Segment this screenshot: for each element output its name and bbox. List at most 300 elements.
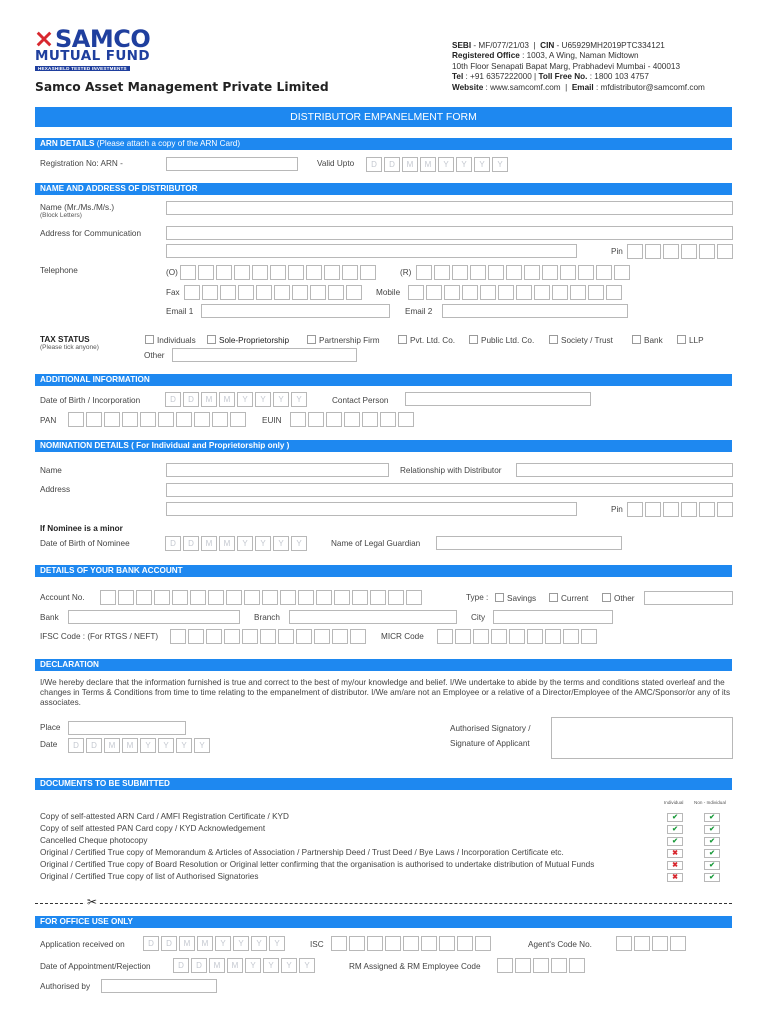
char-cell[interactable] — [158, 412, 174, 427]
char-cell[interactable] — [290, 412, 306, 427]
char-cell[interactable] — [670, 936, 686, 951]
char-cell[interactable] — [717, 502, 733, 517]
cut-line — [35, 903, 732, 904]
date-cell[interactable]: Y — [299, 958, 315, 973]
date-cell[interactable]: D — [165, 392, 181, 407]
date-cell[interactable]: M — [402, 157, 418, 172]
place-field[interactable] — [68, 721, 186, 735]
char-cell[interactable] — [360, 265, 376, 280]
char-cell[interactable] — [506, 265, 522, 280]
date-cell[interactable]: Y — [158, 738, 174, 753]
char-cell[interactable] — [439, 936, 455, 951]
char-cell[interactable] — [652, 936, 668, 951]
distributor-name-label: Name (Mr./Ms./M/s.) — [40, 203, 115, 212]
email2-field[interactable] — [442, 304, 628, 318]
char-cell[interactable] — [140, 412, 156, 427]
char-cell[interactable] — [475, 936, 491, 951]
char-cell[interactable] — [242, 629, 258, 644]
isc-cells[interactable] — [331, 936, 491, 951]
block-letters-note: (Block Letters) — [40, 212, 82, 219]
micr-cells[interactable] — [437, 629, 597, 644]
char-cell[interactable] — [416, 265, 432, 280]
pin-label: Pin — [611, 247, 623, 256]
char-cell[interactable] — [306, 265, 322, 280]
char-cell[interactable] — [310, 285, 326, 300]
char-cell[interactable] — [180, 265, 196, 280]
char-cell[interactable] — [206, 629, 222, 644]
char-cell[interactable] — [230, 412, 246, 427]
char-cell[interactable] — [100, 590, 116, 605]
authorised-by-field[interactable] — [101, 979, 217, 993]
application-received-cells[interactable] — [143, 936, 285, 951]
date-cell[interactable]: D — [384, 157, 400, 172]
nominee-dob-cells[interactable] — [165, 536, 307, 551]
char-cell[interactable] — [408, 285, 424, 300]
date-cell[interactable]: Y — [140, 738, 156, 753]
char-cell[interactable] — [136, 590, 152, 605]
char-cell[interactable] — [645, 244, 661, 259]
date-cell[interactable]: M — [197, 936, 213, 951]
char-cell[interactable] — [344, 412, 360, 427]
char-cell[interactable] — [202, 285, 218, 300]
char-cell[interactable] — [699, 502, 715, 517]
char-cell[interactable] — [699, 244, 715, 259]
char-cell[interactable] — [398, 412, 414, 427]
date-cell[interactable]: D — [366, 157, 382, 172]
valid-upto-date-cells[interactable] — [366, 157, 508, 172]
tax-option-partnership-firm[interactable] — [307, 335, 380, 345]
char-cell[interactable] — [497, 958, 513, 973]
checkbox[interactable] — [677, 335, 686, 344]
fax-label: Fax — [166, 288, 180, 297]
char-cell[interactable] — [596, 265, 612, 280]
char-cell[interactable] — [421, 936, 437, 951]
char-cell[interactable] — [270, 265, 286, 280]
website-label: Website — [452, 82, 484, 92]
date-cell[interactable]: M — [201, 392, 217, 407]
char-cell[interactable] — [457, 936, 473, 951]
char-cell[interactable] — [534, 285, 550, 300]
nominee-name-label: Name — [40, 466, 62, 475]
account-type-current[interactable] — [549, 593, 588, 603]
char-cell[interactable] — [385, 936, 401, 951]
date-cell[interactable]: Y — [273, 392, 289, 407]
document-text: Original / Certified True copy of list of Authorised Signatories — [40, 872, 259, 881]
mobile-cells[interactable] — [408, 285, 622, 300]
rm-assigned-cells[interactable] — [497, 958, 585, 973]
relationship-field[interactable] — [516, 463, 733, 477]
tax-option-individuals[interactable] — [145, 335, 196, 345]
checkbox[interactable] — [549, 593, 558, 602]
char-cell[interactable] — [581, 629, 597, 644]
char-cell[interactable] — [634, 936, 650, 951]
tax-option-label: Sole-Proprietorship — [219, 336, 290, 345]
char-cell[interactable] — [260, 629, 276, 644]
telephone-office-tag: (O) — [166, 268, 178, 277]
char-cell[interactable] — [349, 936, 365, 951]
distributor-name-field[interactable] — [166, 201, 733, 215]
tax-option-sole-proprietorship[interactable] — [207, 335, 289, 345]
char-cell[interactable] — [86, 412, 102, 427]
char-cell[interactable] — [437, 629, 453, 644]
char-cell[interactable] — [509, 629, 525, 644]
date-cell[interactable]: D — [161, 936, 177, 951]
declaration-date-cells[interactable] — [68, 738, 210, 753]
checkbox[interactable] — [398, 335, 407, 344]
tax-option-pvt-ltd[interactable] — [398, 335, 455, 345]
tel-label: Tel — [452, 72, 464, 82]
pin-cells[interactable] — [627, 244, 733, 259]
section-arn-details — [35, 138, 732, 150]
char-cell[interactable] — [226, 590, 242, 605]
char-cell[interactable] — [298, 590, 314, 605]
char-cell[interactable] — [234, 265, 250, 280]
char-cell[interactable] — [334, 590, 350, 605]
account-type-other[interactable] — [602, 593, 634, 603]
tax-other-field[interactable] — [172, 348, 357, 362]
char-cell[interactable] — [224, 629, 240, 644]
char-cell[interactable] — [452, 265, 468, 280]
logo-mark-icon — [35, 30, 53, 48]
char-cell[interactable] — [542, 265, 558, 280]
char-cell[interactable] — [681, 244, 697, 259]
char-cell[interactable] — [560, 265, 576, 280]
telephone-residence-cells[interactable] — [416, 265, 630, 280]
logo-name: SAMCO — [55, 25, 151, 53]
account-type-option-label: Other — [614, 594, 635, 603]
checkbox[interactable] — [469, 335, 478, 344]
checkbox[interactable] — [495, 593, 504, 602]
date-cell[interactable]: Y — [456, 157, 472, 172]
char-cell[interactable] — [208, 590, 224, 605]
date-cell[interactable]: D — [183, 392, 199, 407]
date-cell[interactable]: D — [165, 536, 181, 551]
date-cell[interactable]: Y — [273, 536, 289, 551]
bank-label: Bank — [40, 613, 59, 622]
date-cell[interactable]: Y — [251, 936, 267, 951]
date-cell[interactable]: Y — [215, 936, 231, 951]
char-cell[interactable] — [118, 590, 134, 605]
char-cell[interactable] — [198, 265, 214, 280]
char-cell[interactable] — [717, 244, 733, 259]
char-cell[interactable] — [551, 958, 567, 973]
char-cell[interactable] — [491, 629, 507, 644]
tax-option-society-trust[interactable] — [549, 335, 613, 345]
char-cell[interactable] — [627, 502, 643, 517]
email2-label: Email 2 — [405, 307, 433, 316]
char-cell[interactable] — [352, 590, 368, 605]
char-cell[interactable] — [663, 244, 679, 259]
char-cell[interactable] — [545, 629, 561, 644]
char-cell[interactable] — [515, 958, 531, 973]
char-cell[interactable] — [403, 936, 419, 951]
declaration-text: I/We hereby declare that the information furnished is true and correct to the best of my/our knowledge and belief. I/We undertake to abide by the terms and conditions stated overleaf and the changes in Terms & Conditions from time to time relating to the empanelment of distributor. I/We am/are not an Employee or a relative of a Director/Employee of the AMC/Sponsor/or any of its associates. — [40, 678, 731, 707]
checkbox[interactable] — [632, 335, 641, 344]
date-cell[interactable]: D — [191, 958, 207, 973]
char-cell[interactable] — [68, 412, 84, 427]
date-cell[interactable]: Y — [291, 536, 307, 551]
nominee-address-line1[interactable] — [166, 483, 733, 497]
char-cell[interactable] — [190, 590, 206, 605]
agent-code-cells[interactable] — [616, 936, 686, 951]
date-cell[interactable]: Y — [237, 536, 253, 551]
sebi-number: - MF/077/21/03 — [471, 41, 529, 50]
char-cell[interactable] — [188, 629, 204, 644]
contact-person-field[interactable] — [405, 392, 591, 406]
account-type-other-field[interactable] — [644, 591, 733, 605]
account-no-cells[interactable] — [100, 590, 422, 605]
date-cell[interactable]: M — [209, 958, 225, 973]
char-cell[interactable] — [569, 958, 585, 973]
char-cell[interactable] — [170, 629, 186, 644]
char-cell[interactable] — [527, 629, 543, 644]
tax-option-label: LLP — [689, 336, 704, 345]
char-cell[interactable] — [480, 285, 496, 300]
char-cell[interactable] — [194, 412, 210, 427]
arn-registration-field[interactable] — [166, 157, 298, 171]
date-cell[interactable]: Y — [291, 392, 307, 407]
date-cell[interactable]: M — [122, 738, 138, 753]
checkbox[interactable] — [207, 335, 216, 344]
office-label: Registered Office — [452, 51, 520, 61]
char-cell[interactable] — [455, 629, 471, 644]
pan-cells[interactable] — [68, 412, 246, 427]
tax-option-bank[interactable] — [632, 335, 663, 345]
char-cell[interactable] — [627, 244, 643, 259]
date-cell[interactable]: Y — [194, 738, 210, 753]
char-cell[interactable] — [184, 285, 200, 300]
char-cell[interactable] — [488, 265, 504, 280]
char-cell[interactable] — [252, 265, 268, 280]
nominee-pin-cells[interactable] — [627, 502, 733, 517]
date-cell[interactable]: M — [420, 157, 436, 172]
tick-icon: ✔ — [704, 825, 720, 834]
appointment-date-cells[interactable] — [173, 958, 315, 973]
branch-label: Branch — [254, 613, 280, 622]
email-address: : mfdistributor@samcomf.com — [595, 82, 705, 92]
registration-label: Registration No: ARN - — [40, 159, 123, 168]
char-cell[interactable] — [328, 285, 344, 300]
col-individual-header: Individual — [664, 800, 684, 805]
appointment-date-label: Date of Appointment/Rejection — [40, 962, 151, 971]
char-cell[interactable] — [308, 412, 324, 427]
char-cell[interactable] — [244, 590, 260, 605]
date-cell[interactable]: D — [173, 958, 189, 973]
tick-icon: ✔ — [704, 813, 720, 822]
address-label: Address for Communication — [40, 229, 142, 238]
char-cell[interactable] — [663, 502, 679, 517]
char-cell[interactable] — [516, 285, 532, 300]
rm-assigned-label: RM Assigned & RM Employee Code — [349, 962, 481, 971]
col-non-individual-header: Non - Individual — [694, 800, 726, 805]
char-cell[interactable] — [154, 590, 170, 605]
isc-label: ISC — [310, 940, 324, 949]
address-field-line2[interactable] — [166, 244, 577, 258]
char-cell[interactable] — [256, 285, 272, 300]
fax-cells[interactable] — [184, 285, 362, 300]
char-cell[interactable] — [388, 590, 404, 605]
char-cell[interactable] — [350, 629, 366, 644]
char-cell[interactable] — [216, 265, 232, 280]
account-type-savings[interactable] — [495, 593, 536, 603]
date-cell[interactable]: M — [219, 536, 235, 551]
legal-guardian-label: Name of Legal Guardian — [331, 539, 421, 548]
agent-code-label: Agent's Code No. — [528, 940, 592, 949]
char-cell[interactable] — [570, 285, 586, 300]
signature-box[interactable] — [551, 717, 733, 759]
char-cell[interactable] — [380, 412, 396, 427]
char-cell[interactable] — [533, 958, 549, 973]
cin-number: - U65929MH2019PTC334121 — [554, 41, 665, 50]
date-cell[interactable]: Y — [269, 936, 285, 951]
char-cell[interactable] — [332, 629, 348, 644]
char-cell[interactable] — [406, 590, 422, 605]
date-cell[interactable]: M — [104, 738, 120, 753]
char-cell[interactable] — [176, 412, 192, 427]
bank-name-field[interactable] — [68, 610, 240, 624]
char-cell[interactable] — [288, 265, 304, 280]
char-cell[interactable] — [588, 285, 604, 300]
char-cell[interactable] — [614, 265, 630, 280]
checkbox[interactable] — [145, 335, 154, 344]
char-cell[interactable] — [292, 285, 308, 300]
office-address-line2: 10th Floor Senapati Bapat Marg, Prabhadevi Mumbai - 400013 — [452, 61, 681, 71]
char-cell[interactable] — [616, 936, 632, 951]
branch-field[interactable] — [289, 610, 457, 624]
signatory-label-line2: Signature of Applicant — [450, 739, 530, 748]
ifsc-cells[interactable] — [170, 629, 366, 644]
char-cell[interactable] — [498, 285, 514, 300]
nominee-pin-label: Pin — [611, 505, 623, 514]
nominee-address-line2[interactable] — [166, 502, 577, 516]
section-bank-account: DETAILS OF YOUR BANK ACCOUNT — [35, 565, 732, 577]
char-cell[interactable] — [122, 412, 138, 427]
date-cell[interactable]: Y — [233, 936, 249, 951]
document-text: Original / Certified True copy of Memorandum & Articles of Association / Partnership Deed / Trust Deed / Bye Laws / Incorporation Certificate etc. — [40, 848, 564, 857]
checkbox[interactable] — [602, 593, 611, 602]
char-cell[interactable] — [172, 590, 188, 605]
date-cell[interactable]: Y — [255, 392, 271, 407]
euin-cells[interactable] — [290, 412, 414, 427]
contact-person-label: Contact Person — [332, 396, 389, 405]
date-cell[interactable]: Y — [263, 958, 279, 973]
char-cell[interactable] — [280, 590, 296, 605]
char-cell[interactable] — [473, 629, 489, 644]
city-label: City — [471, 613, 486, 622]
char-cell[interactable] — [104, 412, 120, 427]
char-cell[interactable] — [324, 265, 340, 280]
document-text: Original / Certified True copy of Board Resolution or Original letter confirming that the organisation is authorised to undertake distribution of Mutual Funds — [40, 860, 595, 869]
char-cell[interactable] — [578, 265, 594, 280]
char-cell[interactable] — [434, 265, 450, 280]
date-cell[interactable]: Y — [438, 157, 454, 172]
tax-option-public-ltd[interactable] — [469, 335, 534, 345]
website-url: : www.samcomf.com — [485, 82, 561, 92]
char-cell[interactable] — [346, 285, 362, 300]
date-cell[interactable]: Y — [176, 738, 192, 753]
char-cell[interactable] — [370, 590, 386, 605]
tax-option-label: Bank — [644, 336, 663, 345]
tax-option-llp[interactable] — [677, 335, 704, 345]
address-field-line1[interactable] — [166, 226, 733, 240]
application-received-label: Application received on — [40, 940, 125, 949]
email-label: Email — [571, 82, 594, 92]
valid-upto-label: Valid Upto — [317, 159, 355, 168]
char-cell[interactable] — [606, 285, 622, 300]
tick-icon: ✔ — [667, 813, 683, 822]
char-cell[interactable] — [524, 265, 540, 280]
char-cell[interactable] — [316, 590, 332, 605]
tax-option-label: Individuals — [157, 336, 196, 345]
date-cell[interactable]: M — [201, 536, 217, 551]
date-cell[interactable]: D — [183, 536, 199, 551]
char-cell[interactable] — [563, 629, 579, 644]
date-cell[interactable]: M — [227, 958, 243, 973]
char-cell[interactable] — [470, 265, 486, 280]
date-cell[interactable]: M — [179, 936, 195, 951]
date-cell[interactable]: Y — [492, 157, 508, 172]
char-cell[interactable] — [444, 285, 460, 300]
char-cell[interactable] — [238, 285, 254, 300]
signatory-label-line1: Authorised Signatory / — [450, 724, 531, 733]
logo-tagline: HEXASHIELD TESTED INVESTMENTS — [35, 66, 130, 71]
char-cell[interactable] — [278, 629, 294, 644]
char-cell[interactable] — [296, 629, 312, 644]
char-cell[interactable] — [212, 412, 228, 427]
nominee-address-label: Address — [40, 485, 71, 494]
char-cell[interactable] — [681, 502, 697, 517]
checkbox[interactable] — [549, 335, 558, 344]
relationship-label: Relationship with Distributor — [400, 466, 502, 475]
date-cell[interactable]: Y — [255, 536, 271, 551]
date-cell[interactable]: Y — [245, 958, 261, 973]
char-cell[interactable] — [342, 265, 358, 280]
date-cell[interactable]: D — [68, 738, 84, 753]
city-field[interactable] — [493, 610, 613, 624]
char-cell[interactable] — [552, 285, 568, 300]
char-cell[interactable] — [645, 502, 661, 517]
dob-incorporation-cells[interactable] — [165, 392, 307, 407]
date-cell[interactable]: Y — [237, 392, 253, 407]
authorised-by-label: Authorised by — [40, 982, 91, 991]
char-cell[interactable] — [367, 936, 383, 951]
date-cell[interactable]: Y — [474, 157, 490, 172]
checkbox[interactable] — [307, 335, 316, 344]
char-cell[interactable] — [262, 590, 278, 605]
telephone-office-cells[interactable] — [180, 265, 376, 280]
section-nomination-details: NOMINATION DETAILS ( For Individual and Proprietorship only ) — [35, 440, 732, 452]
char-cell[interactable] — [362, 412, 378, 427]
char-cell[interactable] — [220, 285, 236, 300]
char-cell[interactable] — [426, 285, 442, 300]
telephone-label: Telephone — [40, 266, 78, 275]
email1-field[interactable] — [201, 304, 390, 318]
char-cell[interactable] — [331, 936, 347, 951]
nominee-name-field[interactable] — [166, 463, 389, 477]
cin-label: CIN — [540, 41, 555, 50]
char-cell[interactable] — [274, 285, 290, 300]
date-cell[interactable]: D — [86, 738, 102, 753]
char-cell[interactable] — [314, 629, 330, 644]
legal-guardian-field[interactable] — [436, 536, 622, 550]
date-cell[interactable]: D — [143, 936, 159, 951]
company-name: Samco Asset Management Private Limited — [35, 80, 329, 94]
tick-icon: ✔ — [704, 849, 720, 858]
char-cell[interactable] — [326, 412, 342, 427]
date-cell[interactable]: M — [219, 392, 235, 407]
char-cell[interactable] — [462, 285, 478, 300]
date-cell[interactable]: Y — [281, 958, 297, 973]
